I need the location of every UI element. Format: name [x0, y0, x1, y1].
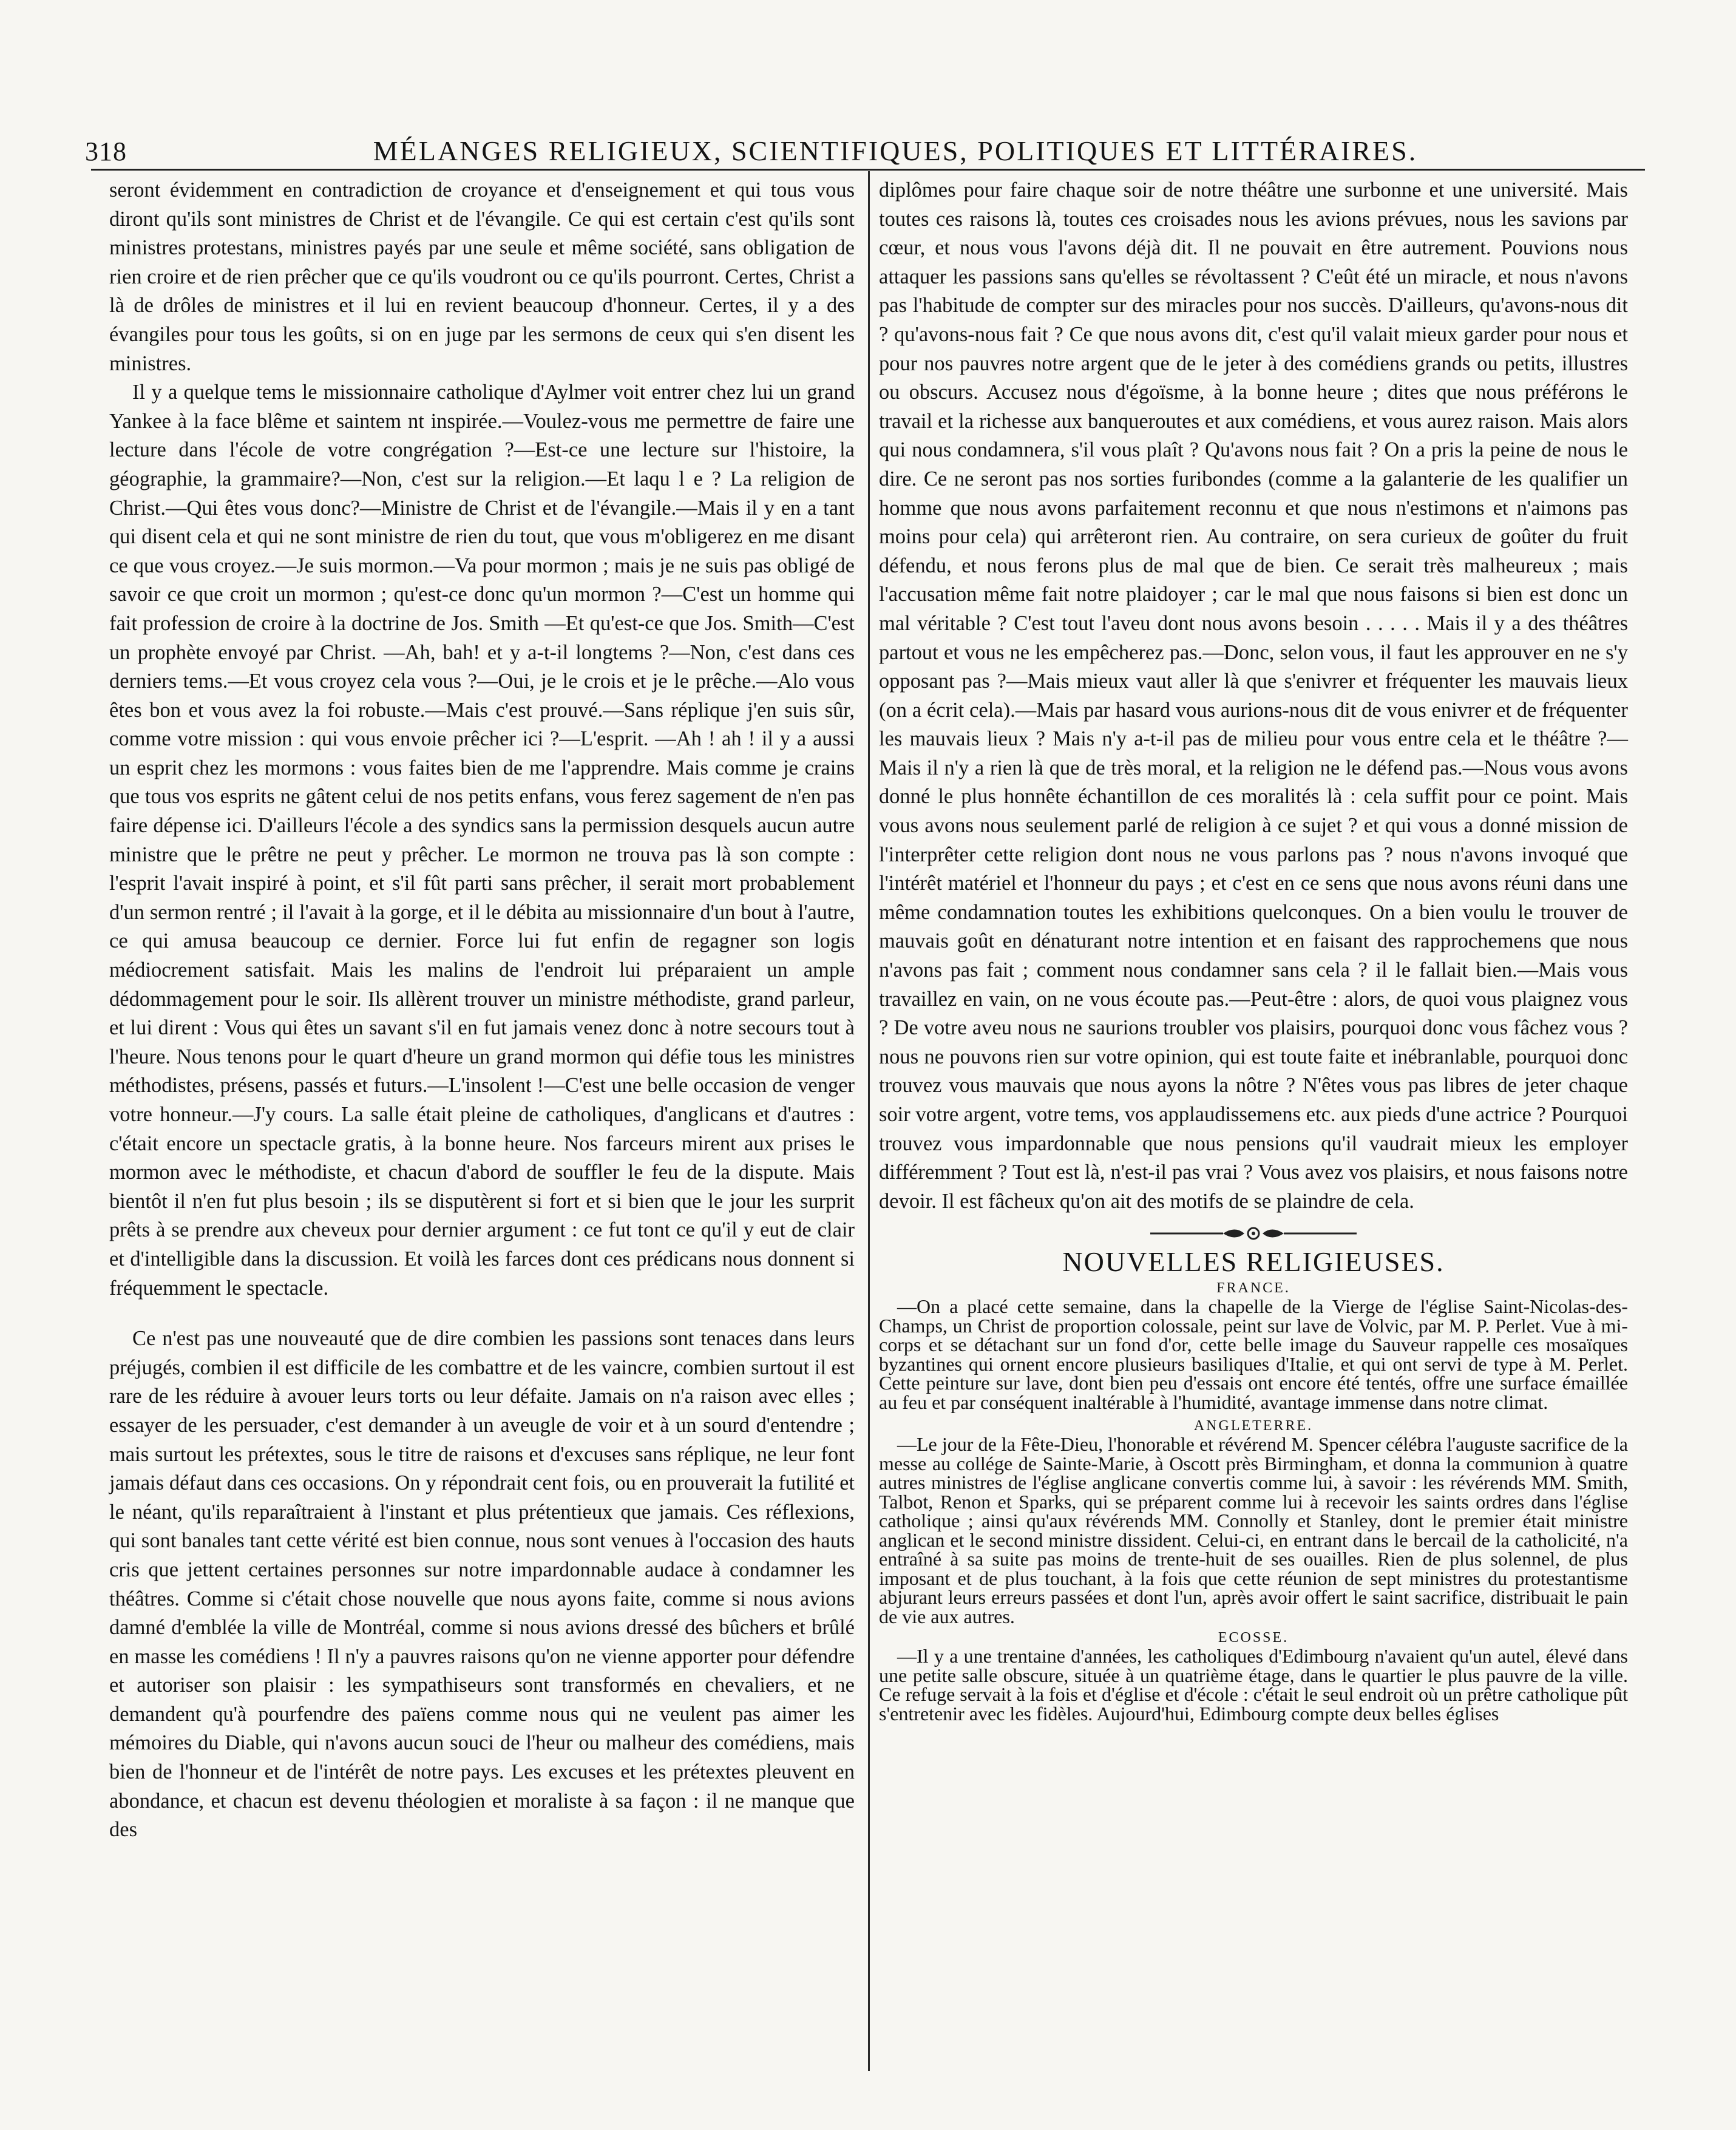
- right-column: [879, 176, 1628, 1723]
- left-paragraph-2: Il y a quelque tems le missionnaire catholique d'Aylmer voit entrer chez lui un grand Yankee à la face blême et saintem nt inspirée.—Voulez-vous me permettre de faire une lecture dans l'école de votre congrégation ?—Est-ce une lecture sur l'histoire, la géographie, la grammaire?—Non, c'est sur la religion.—Et laqu l e ? La religion de Christ.—Qui êtes vous donc?—Ministre de Christ et de l'évangile.—Mais il y en a tant qui disent cela et qui ne sont ministre de rien du tout, que vous m'obligerez en me disant ce que vous croyez.—Je suis mormon.—Va pour mormon ; mais je ne suis pas obligé de savoir ce que croit un mormon ; qu'est-ce donc qu'un mormon ?—C'est un homme qui fait profession de croire à la doctrine de Jos. Smith —Et qu'est-ce que Jos. Smith—C'est un prophète envoyé par Christ. —Ah, bah! et y a-t-il longtems ?—Non, c'est dans ces derniers tems.—Et vous croyez cela vous ?—Oui, je le crois et je le prêche.—Alo vous êtes bon et vous avez la foi robuste.—Mais c'est prouvé.—Sans réplique j'en suis sûr, comme votre mission : qui vous envoie prêcher ici ?—L'esprit. —Ah ! ah ! il y a aussi un esprit chez les mormons : vous faites bien de me l'apprendre. Mais comme je crains que tous vos esprits ne gâtent celui de nos petits enfans, vous ferez sagement de n'en pas faire dépense ici. D'ailleurs l'école a des syndics sans la permission desquels aucun autre ministre que le prêtre ne peut y prêcher. Le mormon ne trouva pas là son compte : l'esprit l'avait inspiré à point, et s'il fût parti sans prêcher, il serait mort probablement d'un sermon rentré ; il l'avait à la gorge, et il le débita au missionnaire d'un bout à l'autre, ce qui amusa beaucoup ce dernier. Force lui fut enfin de regagner son logis médiocrement satisfait. Mais les malins de l'endroit lui préparaient un ample dédommagement pour le soir. Ils allèrent trouver un ministre méthodiste, grand parleur, et lui dirent : Vous qui êtes un savant s'il en fut jamais venez donc à notre secours tout à l'heure. Nous tenons pour le quart d'heure un grand mormon qui défie tous les ministres méthodistes, présens, passés et futurs.—L'insolent !—C'est une belle occasion de venger votre honneur.—J'y cours. La salle était pleine de catholiques, d'anglicans et d'autres : c'était encore un spectacle gratis, à la bonne heure. Nos farceurs mirent aux prises le mormon avec le méthodiste, et chacun d'abord de souffler le feu de la dispute. Mais bientôt il n'en fut plus besoin ; ils se disputèrent si fort et si bien que le jour les surprit prêts à se prendre aux cheveux pour dernier argument : ce fut tont ce qu'il y eut de clair et d'intelligible dans la discussion. Et voilà les farces dont ces prédicans nous donnent si fréquemment le spectacle.: [109, 381, 855, 1300]
- page-header: [85, 132, 1651, 170]
- right-paragraph-1: diplômes pour faire chaque soir de notre théâtre une surbonne et une université. Mais toutes ces raisons là, toutes ces croisades nous les avions prévues, nous les savions par cœur, et nous vous l'avons déjà dit. Il ne pouvait en être autrement. Pouvions nous attaquer les passions sans qu'elles se révoltassent ? C'eût été un miracle, et nous n'avons pas l'habitude de compter sur des miracles pour nos succès. D'ailleurs, qu'avons-nous dit ? qu'avons-nous fait ? Ce que nous avons dit, c'est qu'il valait mieux garder pour nous et pour nos pauvres notre argent que de le jeter à des comédiens grands ou petits, illustres ou obscurs. Accusez nous d'égoïsme, à la bonne heure ; dites que nous préférons le travail et la richesse aux banqueroutes et aux comédiens, et vous aurez raison. Mais alors qui nous condamnera, s'il vous plaît ? Qu'avons nous fait ? On a pris la peine de nous le dire. Ce ne seront pas nos sorties furibondes (comme a la galanterie de les qualifier un homme que nous avons parfaitement reconnu et que nous n'estimons et n'aimons pas moins pour cela) qui arrêteront rien. Au contraire, on sera curieux de goûter du fruit défendu, et nous ferons plus de mal que de bien. Ce serait très malheureux ; mais l'accusation même fait notre plaidoyer ; car le mal que nous faisons si bien est donc un mal véritable ? C'est tout l'aveu dont nous avons besoin . . . . . Mais il y a des théâtres partout et vous ne les empêcherez pas.—Donc, selon vous, il faut les approuver en ne s'y opposant pas ?—Mais mieux vaut aller là que s'enivrer et fréquenter les mauvais lieux (on a écrit cela).—Mais par hasard vous aurions-nous dit de vous enivrer et de fréquenter les mauvais lieux ? Mais n'y a-t-il pas de milieu pour vous entre cela et le théâtre ?—Mais il n'y a rien là que de très moral, et la religion ne le défend pas.—Nous vous avons donné le plus honnête échantillon de ces moralités là : cela suffit pour ce point. Mais vous avons nous seulement parlé de religion à ce sujet ? et qui vous a donné mission de l'interprêter cette religion dont nous ne vous parlons pas ? nous n'avons invoqué que l'intérêt matériel et l'honneur du pays ; et c'est en ce sens que nous avons réuni dans une même condamnation toutes les exhibitions quelconques. On a bien voulu le trouver de mauvais goût en dénaturant notre intention et en faisant des rapprochemens que nous n'avons pas fait ; comment nous condamner sans cela ? il le fallait bien.—Mais vous travaillez en vain, on ne vous écoute pas.—Peut-être : alors, de quoi vous plaignez vous ? De votre aveu nous ne saurions troubler vos plaisirs, pourquoi donc vous fâchez vous ? nous ne pouvons rien sur votre opinion, qui est toute faite et inébranlable, pourquoi donc trouvez vous mauvais que nous ayons la nôtre ? N'êtes vous pas libres de jeter chaque soir votre argent, votre tems, vos applaudissemens etc. aux pieds d'une actrice ? Pourquoi trouvez vous impardonnable que nous pensions qu'il vaudrait mieux les employer différemment ? Tout est là, n'est-il pas vrai ? Vous avez vos plaisirs, et nous faisons notre devoir. Il est fâcheux qu'on ait des motifs de se plaindre de cela.: [879, 178, 1628, 1213]
- running-title: MÉLANGES RELIGIEUX, SCIENTIFIQUES, POLITIQUES ET LITTÉRAIRES.: [373, 135, 1418, 166]
- heading-ecosse: ECOSSE.: [1218, 1630, 1289, 1646]
- left-paragraph-1: seront évidemment en contradiction de croyance et d'enseignement et qui tous vous diront qu'ils sont ministres de Christ et de l'évangile. Ce qui est certain c'est qu'ils sont ministres protestans, ministres payés par une seule et même société, sans obligation de rien croire et de rien prêcher que ce qu'ils voudront ou ce qu'ils pourront. Certes, Christ a là de drôles de ministres et il lui en revient beaucoup d'honneur. Certes, il y a des évangiles pour tous les goûts, si on en juge par les sermons de ceux qui s'en disent les ministres.: [109, 178, 855, 375]
- heading-angleterre: ANGLETERRE.: [1193, 1418, 1314, 1434]
- left-paragraph-3: Ce n'est pas une nouveauté que de dire combien les passions sont tenaces dans leurs préjugés, combien il est difficile de les combattre et de les vaincre, combien surtout il est rare de les réduire à avouer leurs torts ou leur défaite. Jamais on n'a raison avec elles ; essayer de les persuader, c'est demander à un aveugle de voir et à un sourd d'entendre ; mais surtout les prétextes, sous le titre de raisons et d'excuses sans réplique, ne leur font jamais défaut dans ces occasions. On y répondrait cent fois, ou en prouverait la futilité et le néant, qu'ils reparaîtraient à l'instant et plus prétentieux que jamais. Ces réflexions, qui sont banales tant cette vérité est bien connue, nous sont venues à l'occasion des hauts cris que jettent certaines personnes sur notre impardonnable audace à condamner les théâtres. Comme si c'était chose nouvelle que nous ayons faite, comme si nous avions damné d'emblée la ville de Montréal, comme si nous avions dressé des bûchers et brûlé en masse les comédiens ! Il n'y a pauvres raisons qu'on ne vienne apporter pour défendre et autoriser son plaisir : les sympathiseurs sont transformés en chevaliers, et ne demandent qu'à pourfendre des païens comme nous qui ne veulent pas aimer les mémoires du Diable, qui n'avons aucun souci de l'heur ou malheur des comédiens, mais bien de l'honneur et de l'intérêt de notre pays. Les excuses et les prétextes pleuvent en abondance, et chacun est devenu théologien et moraliste à sa façon : il ne manque que des: [109, 1327, 855, 1842]
- page-number: 318: [85, 137, 127, 166]
- news-france: —On a placé cette semaine, dans la chapelle de la Vierge de l'église Saint-Nicolas-des-Champs, un Christ de proportion colossale, peint sur lave de Volvic, par M. P. Perlet. Vue à mi-corps et se détachant sur un fond d'or, cette belle image du Sauveur rappelle ces mosaïques byzantines qui ornent encore plusieurs basiliques d'Italie, et qui ont servi de type à M. Perlet. Cette peinture sur lave, dont bien peu d'essais ont encore été tentés, offre une surface émaillée au feu et par conséquent inaltérable à l'humidité, avantage immense dans notre climat.: [879, 1295, 1628, 1413]
- column-divider: [868, 171, 870, 2071]
- news-ecosse: —Il y a une trentaine d'années, les catholiques d'Edimbourg n'avaient qu'un autel, élevé dans une petite salle obscure, située à un quatrième étage, dans le quartier le plus pauvre de la ville. Ce refuge servait à la fois et d'église et d'école : c'était le seul endroit où un prêtre catholique pût s'entretenir avec les fidèles. Aujourd'hui, Edimbourg compte deux belles églises: [879, 1645, 1628, 1725]
- news-angleterre: —Le jour de la Fête-Dieu, l'honorable et révérend M. Spencer célébra l'auguste sacrifice de la messe au collége de Sainte-Marie, à Oscott près Birmingham, et donna la communion à quatre autres ministres de l'église anglicane convertis comme lui, à savoir : les révérends MM. Smith, Talbot, Renon et Sparks, qui se préparent comme lui à recevoir les saints ordres dans l'église catholique ; ainsi qu'aux révérends MM. Connolly et Stanley, dont le premier était ministre anglican et le second ministre dissident. Celui-ci, en entrant dans le bercail de la catholicité, n'a entraîné à sa suite pas moins de trente-huit de ses ouailles. Rien de plus solennel, de plus imposant et de plus touchant, à la fois que cette réunion de sept ministres du protestantisme abjurant leurs erreurs passées et dont l'un, après avoir offert le saint sacrifice, distribuait le pain de vie aux autres.: [879, 1433, 1628, 1627]
- left-column: [109, 176, 855, 1845]
- ornament-divider: [1144, 1224, 1363, 1243]
- section-title: NOUVELLES RELIGIEUSES.: [1062, 1246, 1445, 1278]
- header-rule: [91, 169, 1645, 171]
- heading-france: FRANCE.: [1216, 1280, 1290, 1297]
